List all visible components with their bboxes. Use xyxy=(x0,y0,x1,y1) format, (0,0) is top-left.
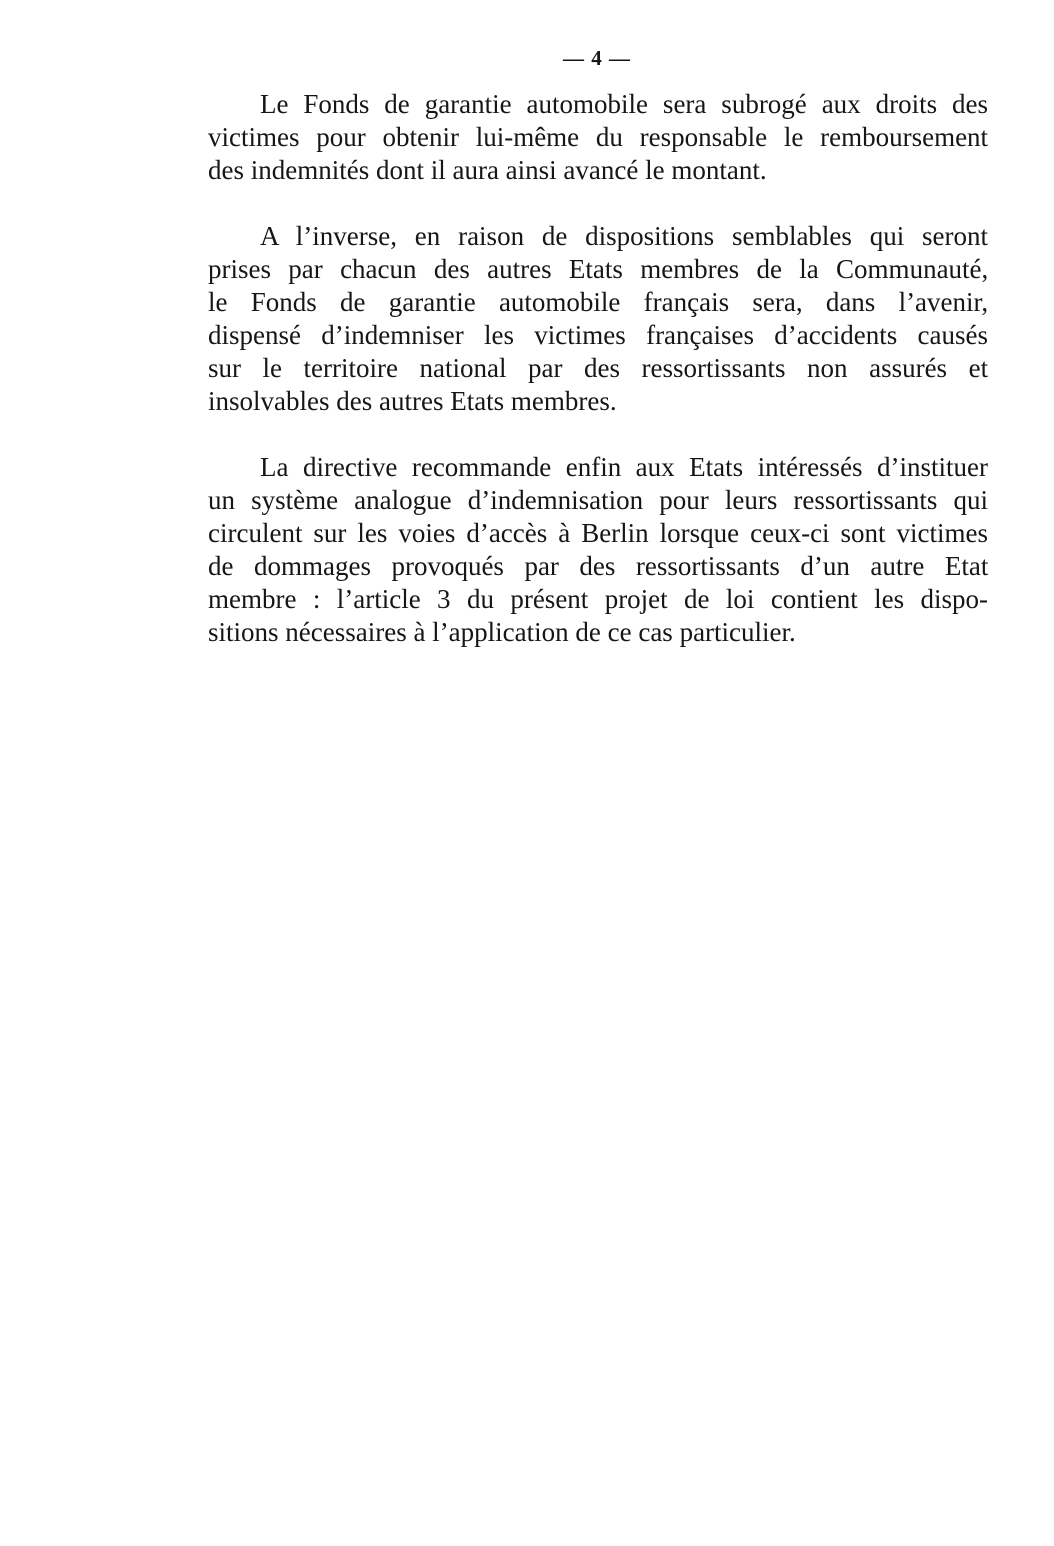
text-line: circulent sur les voies d’accès à Berlin lorsque ceux-ci sont victimes xyxy=(208,518,988,548)
text-line: victimes pour obtenir lui-même du responsable le remboursement xyxy=(208,122,989,152)
paragraph-berlin-access xyxy=(208,451,988,649)
text-line: La directive recommande enfin aux Etats intéressés d’instituer xyxy=(260,452,988,482)
text-line: prises par chacun des autres Etats membres de la Communauté, xyxy=(208,254,989,284)
text-line: A l’inverse, en raison de dispositions semblables qui seront xyxy=(260,221,988,251)
text-line: un système analogue d’indemnisation pour leurs ressortissants qui xyxy=(208,485,988,515)
text-line: dispensé d’indemniser les victimes françaises d’accidents causés xyxy=(208,320,988,350)
document-body xyxy=(208,88,988,682)
paragraph-subrogation xyxy=(208,88,988,187)
text-line: membre : l’article 3 du présent projet de loi contient les dispo- xyxy=(208,584,989,614)
paragraph-reciprocity xyxy=(208,220,988,418)
text-line: Le Fonds de garantie automobile sera subrogé aux droits des xyxy=(260,89,988,119)
text-line: sur le territoire national par des ressortissants non assurés et xyxy=(208,353,989,383)
text-line: de dommages provoqués par des ressortissants d’un autre Etat xyxy=(208,551,989,581)
text-line: sitions nécessaires à l’application de ce cas particulier. xyxy=(208,617,796,647)
text-line: le Fonds de garantie automobile français sera, dans l’avenir, xyxy=(208,287,989,317)
page-number: — 4 — xyxy=(563,46,631,70)
text-line: des indemnités dont il aura ainsi avancé le montant. xyxy=(208,155,767,185)
text-line: insolvables des autres Etats membres. xyxy=(208,386,617,416)
